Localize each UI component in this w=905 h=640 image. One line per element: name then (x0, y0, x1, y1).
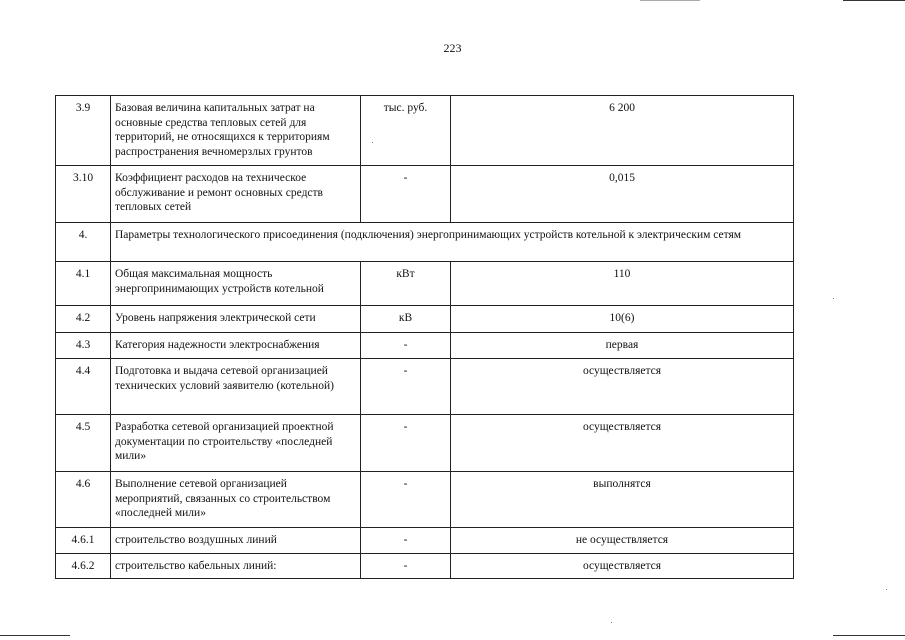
unit: - (361, 528, 451, 554)
parameter-name: строительство кабельных линий: (111, 554, 361, 579)
row-number: 4.1 (56, 262, 111, 306)
value: осуществляется (451, 415, 794, 472)
unit: - (361, 166, 451, 223)
unit: - (361, 359, 451, 415)
scan-speck (611, 622, 612, 623)
table-row (56, 472, 794, 528)
value: 6 200 (451, 96, 794, 166)
row-number: 4.5 (56, 415, 111, 472)
value: 110 (451, 262, 794, 306)
scan-edge-bottom-left (0, 635, 70, 636)
parameter-name: Уровень напряжения электрической сети (111, 306, 361, 333)
unit: кВт (361, 262, 451, 306)
unit: тыс. руб. (361, 96, 451, 166)
parameter-name: Базовая величина капитальных затрат на основные средства тепловых сетей для территорий, не относящихся к территориям распространения вечномерзлых грунтов (111, 96, 361, 166)
unit: - (361, 554, 451, 579)
value: осуществляется (451, 554, 794, 579)
parameter-name: Категория надежности электроснабжения (111, 333, 361, 359)
table-row (56, 166, 794, 223)
scan-speck (372, 142, 373, 143)
table-section-row (56, 223, 794, 262)
value: первая (451, 333, 794, 359)
parameter-name: Выполнение сетевой организацией мероприятий, связанных со строительством «последней мили» (111, 472, 361, 528)
table-row (56, 262, 794, 306)
row-number: 3.10 (56, 166, 111, 223)
value: 0,015 (451, 166, 794, 223)
table-row (56, 415, 794, 472)
table-row (56, 359, 794, 415)
section-number: 4. (56, 223, 111, 262)
parameters-table (55, 95, 794, 579)
scan-speck (886, 589, 887, 590)
unit: - (361, 472, 451, 528)
section-title: Параметры технологического присоединения (подключения) энергопринимающих устройств котельной к электрическим сетям (111, 223, 794, 262)
table-row (56, 96, 794, 166)
parameter-name: Подготовка и выдача сетевой организацией технических условий заявителю (котельной) (111, 359, 361, 415)
unit: - (361, 415, 451, 472)
value: осуществляется (451, 359, 794, 415)
row-number: 4.2 (56, 306, 111, 333)
row-number: 4.6.2 (56, 554, 111, 579)
parameter-name: Разработка сетевой организацией проектной документации по строительству «последней мили» (111, 415, 361, 472)
scan-edge-top-right (843, 0, 905, 1)
value: не осуществляется (451, 528, 794, 554)
parameter-name: Коэффициент расходов на техническое обслуживание и ремонт основных средств тепловых сетей (111, 166, 361, 223)
table-row (56, 306, 794, 333)
scan-edge-top-right-2 (640, 0, 700, 1)
value: 10(6) (451, 306, 794, 333)
value: выполнятся (451, 472, 794, 528)
scan-edge-bottom-right (833, 635, 905, 636)
table-row (56, 554, 794, 579)
row-number: 3.9 (56, 96, 111, 166)
row-number: 4.6 (56, 472, 111, 528)
row-number: 4.6.1 (56, 528, 111, 554)
parameter-name: строительство воздушных линий (111, 528, 361, 554)
parameter-name: Общая максимальная мощность энергопринимающих устройств котельной (111, 262, 361, 306)
unit: - (361, 333, 451, 359)
unit: кВ (361, 306, 451, 333)
row-number: 4.3 (56, 333, 111, 359)
page-number: 223 (443, 41, 462, 55)
scan-speck (833, 298, 834, 299)
table-row (56, 528, 794, 554)
table-row (56, 333, 794, 359)
row-number: 4.4 (56, 359, 111, 415)
